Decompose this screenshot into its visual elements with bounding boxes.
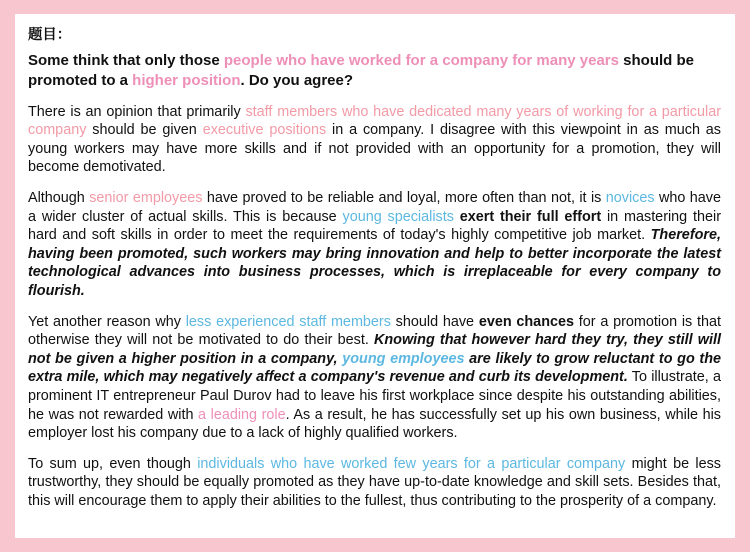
highlight-phrase: senior employees (89, 189, 203, 206)
text: should be given (86, 122, 203, 139)
paragraph-body-2 (28, 313, 721, 443)
question-highlight: higher position (132, 71, 241, 89)
question-text: Some think that only those (28, 51, 224, 69)
highlight-phrase: novices (605, 189, 655, 206)
bold-italic-sentence: Knowing that however hard they try, they still will not be given a higher position in a company, (28, 332, 722, 367)
bold-phrase: exert their full effort (459, 208, 602, 225)
essay-card (15, 14, 735, 538)
text: in a company. I disagree with this viewpoint in as much as young workers may have more skills and if not provided with an opportunity for a promotion, they will become demotivated. (28, 122, 722, 176)
topic-heading: 题目： (28, 27, 72, 43)
paragraph-body-1 (28, 189, 721, 301)
text: . As a result, he has successfully set up his own business, while his employer lost his company due to a lack of highly qualified workers. (28, 406, 721, 442)
text: To illustrate, a prominent IT entrepreneur Paul Durov had to leave his first workplace since despite his outstanding abilities, he was not rewarded with (28, 369, 721, 423)
highlight-phrase: individuals who have worked few years for a particular company (197, 455, 626, 472)
text: for a promotion is that otherwise they will not be motivated to do their best. (28, 313, 721, 349)
text: Yet another reason why (28, 313, 186, 330)
highlight-phrase: less experienced staff members (185, 313, 391, 330)
text: who have a wider cluster of actual skills. This is because (28, 189, 722, 225)
text: might be less trustworthy, they should be equally promoted as they have up-to-date knowledge and skill sets. Besides that, this will encourage them to apply their abilities to the fullest, thus contributing to the prosperity of a company. (28, 455, 721, 509)
highlight-phrase: executive positions (202, 122, 327, 139)
text: have proved to be reliable and loyal, more often than not, it is (202, 189, 606, 206)
highlight-phrase: a leading role (198, 406, 286, 423)
text: should have (390, 313, 479, 330)
highlight-phrase: staff members who have dedicated many years of working for a particular company (28, 103, 721, 139)
text: Although (28, 189, 90, 206)
text: There is an opinion that primarily (28, 103, 246, 120)
text: To sum up, even though (28, 455, 198, 472)
bold-italic-sentence: Therefore, having been promoted, such workers may bring innovation and help to better incorporate the latest technological advances into business processes, which is irreplaceable for every company to flourish. (28, 227, 721, 299)
highlight-phrase: young specialists (342, 208, 454, 225)
text: in mastering their hard and soft skills in order to meet the requirements of today's highly competitive job market. (28, 208, 722, 244)
bold-phrase: even chances (478, 313, 574, 330)
question-highlight: people who have worked for a company for many years (223, 51, 619, 69)
question-text: . Do you agree? (240, 71, 354, 89)
essay-question (28, 51, 721, 91)
paragraph-introduction (28, 103, 721, 177)
question-text: should be promoted to a (28, 51, 694, 89)
paragraph-conclusion (28, 455, 721, 511)
highlight-phrase: young employees (342, 350, 465, 367)
bold-italic-sentence: are likely to grow reluctant to go the extra mile, which may negatively affect a company's revenue and curb its development. (28, 350, 722, 386)
